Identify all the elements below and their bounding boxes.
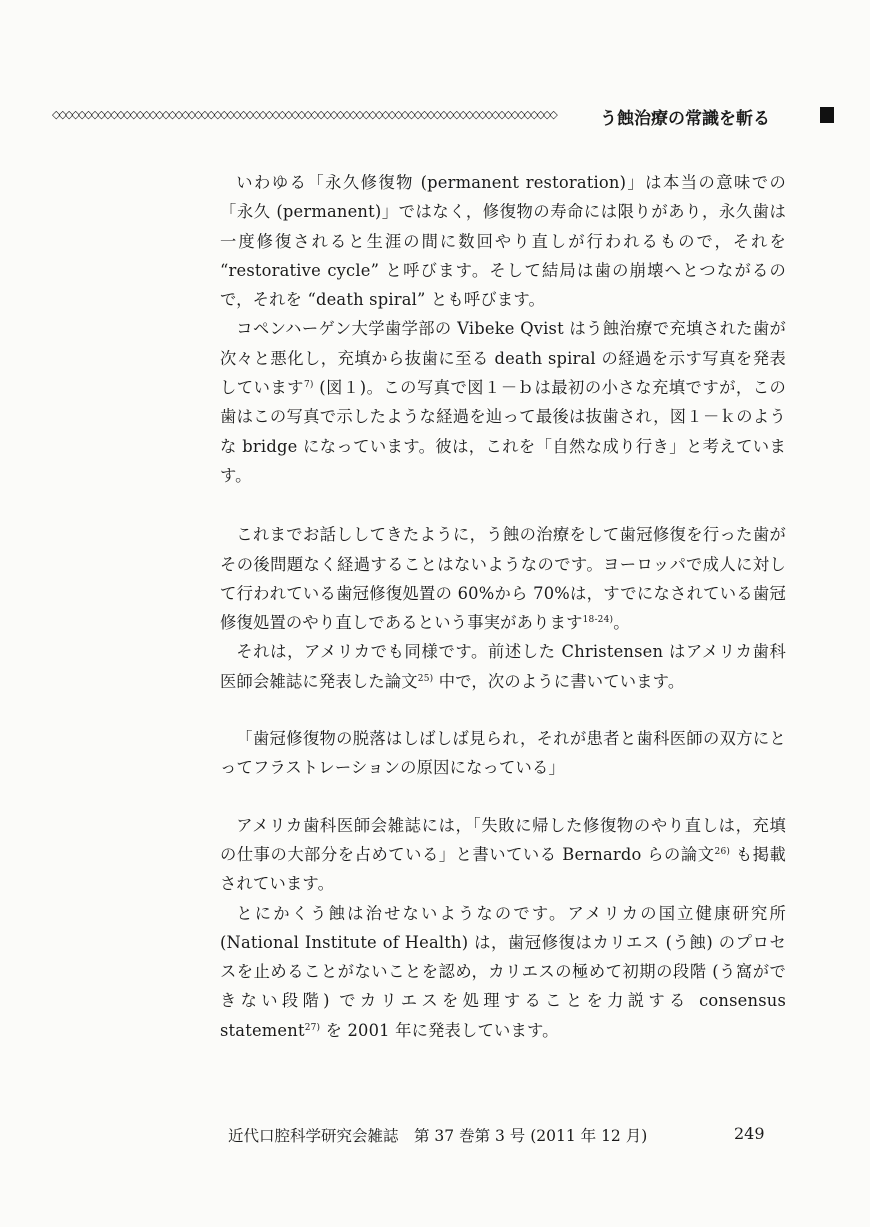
citation-25: 25) [417, 673, 434, 684]
citation-18-24: 18-24) [582, 615, 614, 626]
running-header [52, 104, 786, 132]
article-body [220, 168, 786, 1045]
citation-26: 26) [714, 846, 731, 857]
citation-27: 27) [304, 1022, 321, 1033]
running-title: う蝕治療の常識を斬る [600, 109, 770, 129]
paragraph-3: これまでお話ししてきたように，う蝕の治療をして歯冠修復を行った歯がその後問題なく経過することはないようなのです。ヨーロッパで成人に対して行われている歯冠修復処置の 60%から 70%は，すでになされている歯冠修復処置のやり直しであるという事実があります$^{18-24)}$。 [220, 525, 786, 633]
paragraph-2: コペンハーゲン大学歯学部の Vibeke Qvist はう蝕治療で充填された歯が次々と悪化し，充填から抜歯に至る death spiral の経過を示す写真を発表しています$^{7)}$ (図１)。この写真で図１－ｂは最初の小さな充填ですが，この歯はこの写真で示したような経過を辿って最後は抜歯され，図１－ｋのような bridge になっています。彼は，これを「自然な成り行き」と考えています。 [220, 319, 786, 485]
journal-citation: 近代口腔科学研究会雑誌 第 37 巻第 3 号 (2011 年 12 月) [228, 1127, 648, 1145]
quote-paragraph: 「歯冠修復物の脱落はしばしば見られ，それが患者と歯科医師の双方にとってフラストレーションの原因になっている」 [220, 729, 786, 778]
header-ornament: ◇◇◇◇◇◇◇◇◇◇◇◇◇◇◇◇◇◇◇◇◇◇◇◇◇◇◇◇◇◇◇◇◇◇◇◇◇◇◇◇◇◇◇◇◇◇◇◇◇◇◇◇◇◇◇◇◇◇◇◇◇◇◇◇◇◇◇◇◇◇◇◇◇◇◇◇◇◇ [52, 110, 556, 120]
paragraph-7: とにかくう蝕は治せないようなのです。アメリカの国立健康研究所(National Institute of Health) は，歯冠修復はカリエス (う蝕) のプロセスを止めることがないことを認め，カリエスの極めて初期の段階 (う窩ができない段階) でカリエスを処理することを力説する consensus statement$^{27)}$ を 2001 年に発表しています。 [220, 903, 786, 1040]
paragraph-4: それは，アメリカでも同様です。前述した Christensen はアメリカ歯科医師会雑誌に発表した論文$^{25)}$ 中で，次のように書いています。 [220, 642, 786, 691]
paragraph-6: アメリカ歯科医師会雑誌には，「失敗に帰した修復物のやり直しは，充填の仕事の大部分を占めている」と書いている Bernardo らの論文$^{26)}$ も掲載されています。 [220, 815, 786, 894]
header-square-mark [820, 107, 834, 123]
citation-7: 7) [303, 380, 314, 391]
paragraph-1: いわゆる「永久修復物 (permanent restoration)」は本当の意味での「永久 (permanent)」ではなく，修復物の寿命には限りがあり，永久歯は一度修復されると生涯の間に数回やり直しが行われるもので，それを “restorative cycle” と呼びます。そして結局は歯の崩壊へとつながるので，それを “death spiral” とも呼びます。 [220, 173, 786, 310]
page-number: 249 [734, 1124, 765, 1143]
